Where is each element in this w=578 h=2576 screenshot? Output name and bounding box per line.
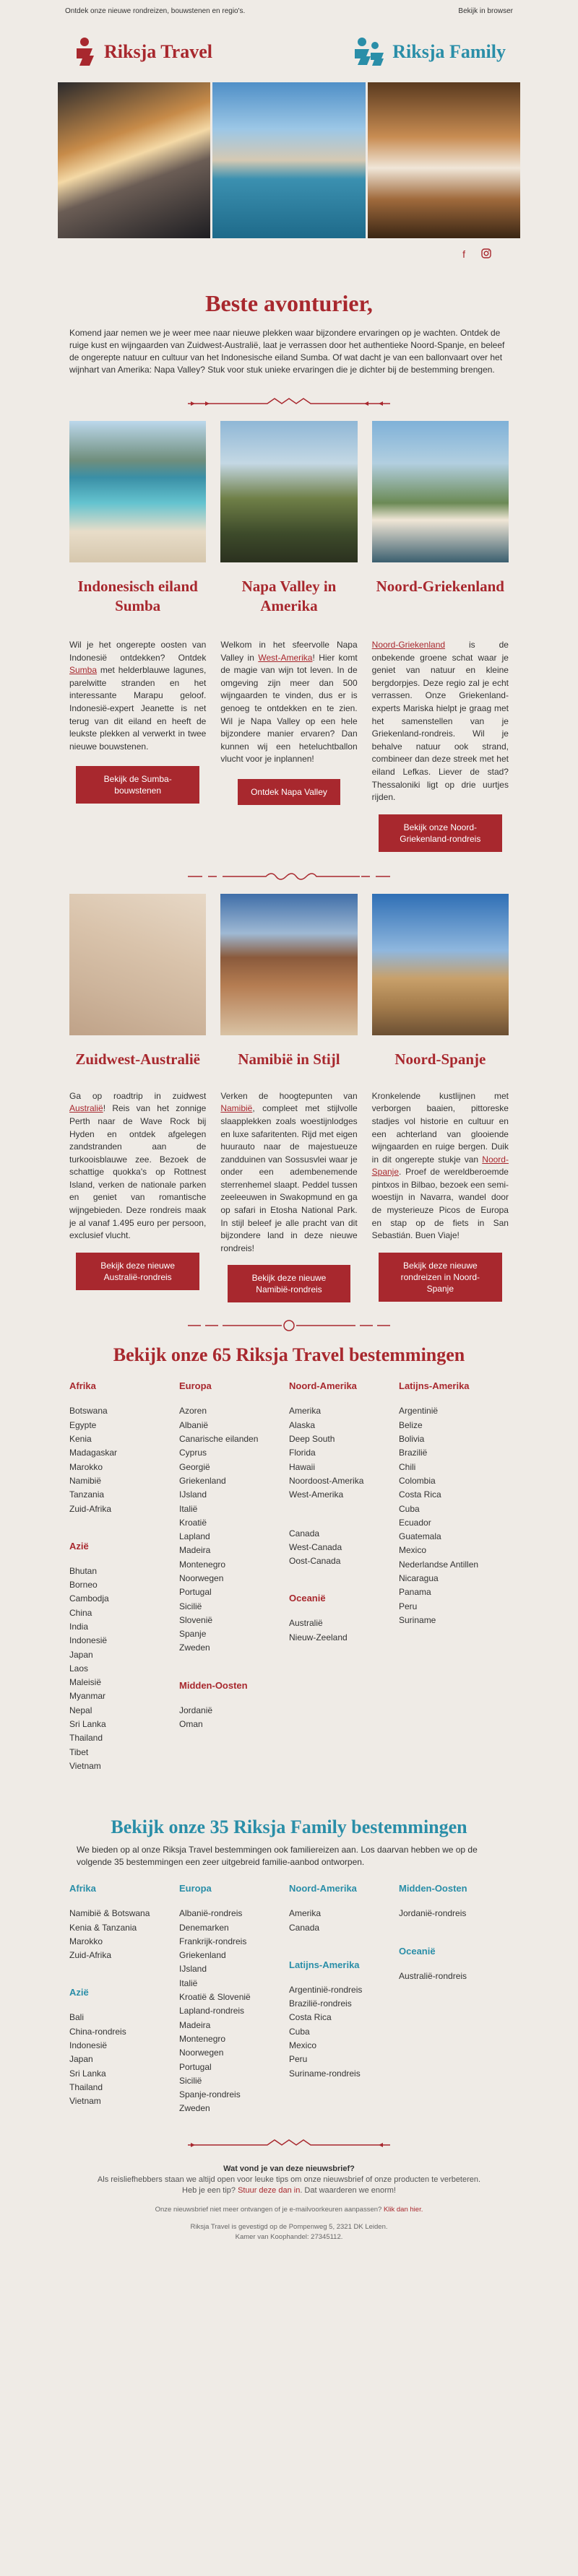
destination-list [399,1907,509,1920]
destination-link[interactable]: Australië-rondreis [399,1970,467,1981]
riksja-family-logo-text: Riksja Family [392,41,506,62]
destination-link[interactable]: Tanzania [69,1489,105,1500]
destination-link[interactable]: Zuid-Afrika [69,1950,112,1961]
destination-column [399,1883,509,2115]
sumba-link[interactable]: Sumba [69,665,98,676]
region-heading[interactable]: Noord-Amerika [289,1380,357,1392]
destination-link[interactable]: Bhutan [69,1565,98,1576]
destination-link[interactable]: Japan [69,1649,93,1660]
region-heading[interactable]: Europa [179,1883,212,1894]
destination-list [179,1704,289,1732]
region-heading[interactable]: Europa [179,1380,212,1392]
destination-link[interactable]: Japan [69,2054,93,2065]
destination-column [399,1380,509,1773]
napa-link[interactable]: West-Amerika [258,652,313,663]
destination-list [289,1404,399,1502]
destination-link[interactable]: Amerika [289,1406,322,1417]
destination-list [289,1983,399,2081]
destination-link[interactable]: IJsland [179,1489,207,1500]
destination-link[interactable]: Marokko [69,1936,103,1946]
riksja-family-logo-icon [353,37,385,67]
intro-text: Komend jaar nemen we je weer mee naar nieuwe plekken waar bijzondere ervaringen op je wachten. Ontdek de ruige kust en wijngaarden van Zuidwest-Australië, laat je verrassen door het authentieke Noord-Spanje, en beleef de ongerepte natuur en cultuur van het Indonesische eiland Sumba. Of wat dacht je van een ballonvaart over het wijnhart van Amerika: Napa Valley? Stuk voor stuk unieke ervaringen die je dichter bij de bestemming brengen. [69,328,505,375]
newsletter [58,0,520,2242]
sumba-text: Wil je het ongerepte oosten van Indonesië ontdekken? Ontdek Sumba met helderblauwe lagunes, parelwitte stranden en het interessante Marapu geloof. Indonesië-expert Jeanette is net terug van dit eiland en heeft de leukste plekken al verwerkt in twee nieuwe bouwstenen. [69,640,207,752]
destination-link[interactable]: Guatemala [399,1531,441,1542]
region-heading[interactable]: Latijns-Amerika [289,1959,360,1970]
region-heading[interactable]: Oceanië [399,1945,436,1957]
destination-link[interactable]: Albanië [179,1419,209,1430]
namibie-button[interactable]: Bekijk deze nieuwe Namibië-rondreis [228,1265,350,1302]
riksja-destinations [58,1380,520,1773]
destination-link[interactable]: Vietnam [69,2096,101,2107]
destination-link[interactable]: Lapland-rondreis [179,2006,245,2016]
destination-link[interactable]: Nederlandse Antillen [399,1559,479,1570]
destination-link[interactable]: Belize [399,1419,423,1430]
destination-column [179,1883,289,2115]
destination-link[interactable]: Italië [179,1977,198,1988]
destination-link[interactable]: Laos [69,1663,89,1674]
destination-link[interactable]: Albanië-rondreis [179,1908,243,1919]
region-heading[interactable]: Azië [69,1540,89,1552]
destination-link[interactable]: Nieuw-Zeeland [289,1632,348,1642]
destination-link[interactable]: Vietnam [69,1760,101,1771]
destination-link[interactable]: Cuba [289,2026,310,2037]
divider-3 [58,1311,520,1340]
family-destinations-subtitle: We bieden op al onze Riksja Travel bestemmingen ook familiereizen aan. Los daarvan hebben we op de volgende 35 bestemmingen een zeer uitgebreid familie-aanbod ontworpen. [77,1845,478,1868]
destination-link[interactable]: Deep South [289,1434,335,1445]
destination-link[interactable]: Zweden [179,1642,210,1653]
destination-link[interactable]: Tibet [69,1746,89,1757]
australie-button[interactable]: Bekijk deze nieuwe Australië-rondreis [76,1253,199,1290]
footer [58,2164,520,2242]
noord-spanje-button[interactable]: Bekijk deze nieuwe rondreizen in Noord-Spanje [379,1253,501,1302]
destination-link[interactable]: Noorwegen [179,2048,224,2058]
destination-link[interactable]: Frankrijk-rondreis [179,1936,247,1946]
destination-list [289,1907,399,1935]
region-heading[interactable]: Azië [69,1987,89,1998]
divider-ornament [188,396,390,411]
divider-ornament [188,2138,390,2152]
facebook-icon[interactable]: f [462,248,465,260]
destination-link[interactable]: Canarische eilanden [179,1434,259,1445]
noord-spanje-text: Kronkelende kustlijnen met verborgen baaien, pittoreske stadjes vol historie en cultuur en een achterland van glooiende wijngaarden en ruige bergen. Duik in dit ongerepte stukje van Noord-Spanje. Proef de wereldberoemde pintxos in Bilbao, bezoek een semi-woestijn in Navarra, wandel door de mysterieuze Picos de Europa en stap op de fiets in San Sebastián. Buen Viaje! [371,1090,509,1241]
region-heading[interactable]: Afrika [69,1883,96,1894]
topbar [58,0,520,22]
destination-link[interactable]: Canada [289,1528,320,1539]
featured-row-1 [58,421,520,852]
destination-link[interactable]: Alaska [289,1419,316,1430]
destination-link[interactable]: Oost-Canada [289,1556,341,1567]
destination-list [289,1527,399,1569]
destination-link[interactable]: Jordanië-rondreis [399,1908,467,1919]
destination-link[interactable]: Slovenië [179,1614,213,1625]
destination-link[interactable]: Montenegro [179,1559,226,1570]
destination-link[interactable]: Namibië [69,1475,102,1486]
destination-link[interactable]: Maleisië [69,1677,102,1688]
destination-link[interactable]: Australië [289,1618,323,1629]
destination-list [69,2011,179,2108]
riksja-travel-logo[interactable] [72,37,212,67]
destination-link[interactable]: Brazilië-rondreis [289,1998,352,2009]
greeting-heading: Beste avonturier, [205,290,373,316]
destination-link[interactable]: Costa Rica [289,2012,332,2023]
featured-row-2 [58,894,520,1303]
family-destinations [58,1883,520,2115]
destination-list [69,1404,179,1515]
destination-link[interactable]: Bali [69,2012,85,2023]
destination-link[interactable]: Zuid-Afrika [69,1503,112,1514]
group-spacer [399,1921,509,1946]
destination-column [179,1380,289,1773]
namibie-link[interactable]: Namibië [220,1103,253,1114]
card-napa [220,421,357,852]
card-noord-griekenland [372,421,509,852]
destination-link[interactable]: Lapland [179,1531,210,1542]
card-zuidwest-australie [69,894,206,1303]
destination-link[interactable]: Noordoost-Amerika [289,1475,364,1486]
destination-link[interactable]: Azoren [179,1406,207,1417]
destination-link[interactable]: IJsland [179,1964,207,1975]
region-heading[interactable]: Noord-Amerika [289,1883,357,1894]
destination-link[interactable]: Egypte [69,1419,97,1430]
noord-griekenland-button[interactable]: Bekijk onze Noord-Griekenland-rondreis [379,814,501,852]
feedback-link[interactable]: Stuur deze dan in [238,2185,301,2195]
destination-link[interactable]: Montenegro [179,2033,226,2044]
destination-link[interactable]: Griekenland [179,1950,226,1961]
destination-link[interactable]: Namibië & Botswana [69,1908,150,1919]
destination-list [179,1907,289,2115]
destination-link[interactable]: West-Canada [289,1541,342,1552]
destination-link[interactable]: Portugal [179,1587,212,1598]
destination-column [289,1380,399,1773]
destination-link[interactable]: Italië [179,1503,198,1514]
destination-link[interactable]: Mexico [289,2040,317,2051]
unsubscribe-link[interactable]: Klik dan hier. [383,2205,423,2214]
family-destinations-title: Bekijk onze 35 Riksja Family bestemmingen [111,1816,467,1838]
destination-link[interactable]: Zweden [179,2103,210,2114]
region-heading[interactable]: Oceanië [289,1593,326,1604]
napa-image [220,421,357,562]
group-spacer [69,1962,179,1987]
destination-column [69,1380,179,1773]
destination-link[interactable]: Argentinië-rondreis [289,1984,363,1995]
destination-link[interactable]: Thailand [69,1733,103,1744]
footer-address: Riksja Travel is gevestigd op de Pompenweg 5, 2321 DK Leiden. [190,2222,388,2231]
group-spacer [179,1655,289,1680]
destination-list [399,1404,509,1627]
destination-link[interactable]: Argentinië [399,1406,439,1417]
destination-column [69,1883,179,2115]
destination-link[interactable]: Georgië [179,1461,210,1472]
card-noord-spanje [372,894,509,1303]
destination-list [179,1404,289,1655]
group-spacer [289,1568,399,1593]
destination-link[interactable]: Thailand [69,2081,103,2092]
footer-feedback-line2: Heb je een tip? Stuur deze dan in. Dat waarderen we enorm! [182,2185,396,2195]
namibie-text: Verken de hoogtepunten van Namibië, compleet met stijlvolle slaapplekken zoals woestijnlodges en luxe safaritenten. Rijd met eigen huurauto naar de majestueuze zandduinen van Sossusvlei waar je onder een adembenemende sterrenhemel slaapt. Peddel tussen zeeleeuwen in Swakopmund en ga op safari in Etosha National Park. In stijl beleef je alle pracht van dit bijzondere land in deze nieuwe rondreis! [220,1090,358,1253]
destination-link[interactable]: India [69,1622,89,1632]
destination-link[interactable]: Madeira [179,2019,211,2030]
destination-link[interactable]: Suriname [399,1614,436,1625]
view-in-browser-link[interactable]: Bekijk in browser [458,6,513,15]
namibie-title: Namibië in Stijl [238,1050,340,1068]
hero-image-safari-tent [368,82,520,238]
destination-link[interactable]: Denemarken [179,1922,229,1933]
sumba-title: Indonesisch eiland Sumba [77,578,198,614]
destination-link[interactable]: Kroatië [179,1517,207,1528]
divider-ornament [188,869,390,884]
divider-1 [58,389,520,418]
destination-link[interactable]: Mexico [399,1545,427,1556]
logo-bar [58,22,520,82]
destination-link[interactable]: Florida [289,1448,316,1458]
destination-link[interactable]: Cyprus [179,1448,207,1458]
hero-image-mountain-sunset [58,82,210,238]
destination-link[interactable]: Sicilië [179,1601,202,1611]
noord-griekenland-link[interactable]: Noord-Griekenland [371,640,446,650]
group-spacer [289,1502,399,1527]
destination-link[interactable]: Sri Lanka [69,1719,106,1730]
destination-link[interactable]: Portugal [179,2061,212,2072]
australie-image [69,894,206,1035]
destination-link[interactable]: Oman [179,1719,203,1730]
destination-link[interactable]: Griekenland [179,1475,226,1486]
destination-list [289,1616,399,1645]
destination-list [399,1970,509,1983]
napa-button[interactable]: Ontdek Napa Valley [238,779,340,805]
footer-question: Wat vond je van deze nieuwsbrief? [223,2164,355,2173]
destination-link[interactable]: China [69,1607,92,1618]
topbar-tagline: Ontdek onze nieuwe rondreizen, bouwstenen en regio's. [65,6,246,15]
australie-title: Zuidwest-Australië [75,1050,200,1068]
group-spacer [289,1935,399,1959]
riksja-family-logo[interactable] [353,37,506,67]
noord-griekenland-text: Noord-Griekenland is de onbekende groene schat waar je geniet van natuur en kleine bergdorpjes. Deze regio zal je echt verrassen. Onze Griekenland-experts Mariska hielpt je graag met het samenstellen van je Griekenland-rondreis. Wil je behalve natuur ook strand, combineer dan deze streek met het eiland Lefkas. Liever de stad? Thessaloniki ligt op drie uurtjes rijden. [371,640,509,803]
destination-link[interactable]: Cambodja [69,1593,109,1604]
destination-link[interactable]: Spanje [179,1629,207,1640]
divider-2 [58,862,520,891]
riksja-travel-logo-text: Riksja Travel [104,41,212,62]
hero-images [58,82,520,238]
australie-link[interactable]: Australië [69,1103,103,1114]
destination-link[interactable]: Nepal [69,1705,92,1715]
region-heading[interactable]: Midden-Oosten [179,1679,248,1691]
footer-unsubscribe: Onze nieuwsbrief niet meer ontvangen of je e-mailvoorkeuren aanpassen? Klik dan hier. [155,2205,423,2214]
destination-list [69,1907,179,1962]
destination-link[interactable]: Madeira [179,1545,211,1556]
footer-kvk: Kamer van Koophandel: 27345112. [235,2232,343,2241]
riksja-travel-logo-icon [72,37,97,67]
destination-column [289,1883,399,2115]
destination-link[interactable]: Kenia & Tanzania [69,1922,137,1933]
destination-link[interactable]: Peru [399,1601,418,1611]
destination-link[interactable]: Colombia [399,1475,436,1486]
destination-link[interactable]: Myanmar [69,1691,106,1702]
sumba-image [69,421,206,562]
destination-link[interactable]: Panama [399,1587,431,1598]
destination-link[interactable]: Kenia [69,1434,92,1445]
group-spacer [69,1516,179,1541]
destination-link[interactable]: Costa Rica [399,1489,441,1500]
destination-link[interactable]: Sri Lanka [69,2068,106,2079]
destination-link[interactable]: Canada [289,1922,320,1933]
region-heading[interactable]: Latijns-Amerika [399,1380,470,1392]
destination-link[interactable]: Peru [289,2054,308,2065]
noord-spanje-title: Noord-Spanje [394,1050,486,1068]
destination-link[interactable]: Brazilië [399,1448,428,1458]
destination-link[interactable]: Madagaskar [69,1448,118,1458]
destination-link[interactable]: West-Amerika [289,1489,344,1500]
destination-link[interactable]: Bolivia [399,1434,425,1445]
divider-4 [58,2131,520,2159]
footer-feedback-line1: Als reisliefhebbers staan we altijd open voor leuke tips om onze nieuwsbrief of onze producten te verbeteren. [97,2175,481,2184]
destination-link[interactable]: Chili [399,1461,416,1472]
hero-image-snorkeling [212,82,365,238]
australie-text: Ga op roadtrip in zuidwest Australië! Reis van het zonnige Perth naar de Wave Rock bij Hyden en ontdek afgelegen zandstranden aan de turkooisblauwe zee. Bezoek de schattige quokka's op Rottnest Island, verken de nationale parken en geniet van romantische wijngebieden. Deze rondreis maak je al vanaf 1.495 euro per persoon, exclusief vlucht. [69,1090,207,1241]
napa-title: Napa Valley in Amerika [241,578,337,614]
destination-link[interactable]: Indonesië [69,1635,108,1646]
destination-link[interactable]: Amerika [289,1908,322,1919]
card-sumba [69,421,206,852]
destination-link[interactable]: Kroatië & Slovenië [179,1992,251,2003]
divider-ornament [188,1318,390,1333]
destination-link[interactable]: Botswana [69,1406,108,1417]
destination-link[interactable]: Noorwegen [179,1573,224,1583]
card-namibie [220,894,357,1303]
sumba-button[interactable]: Bekijk de Sumba-bouwstenen [76,766,199,804]
region-heading[interactable]: Midden-Oosten [399,1883,467,1894]
destination-link[interactable]: Suriname-rondreis [289,2068,361,2079]
destination-link[interactable]: Hawaii [289,1461,316,1472]
destination-link[interactable]: Indonesië [69,2040,108,2051]
destination-link[interactable]: Ecuador [399,1517,431,1528]
destination-link[interactable]: Nicaragua [399,1573,439,1583]
destination-link[interactable]: Marokko [69,1461,103,1472]
noord-spanje-link[interactable]: Noord-Spanje [371,1154,509,1178]
noord-griekenland-image [372,421,509,562]
noord-spanje-image [372,894,509,1035]
instagram-icon[interactable] [481,248,491,258]
destination-link[interactable]: Borneo [69,1580,98,1591]
destination-link[interactable]: Cuba [399,1503,420,1514]
destination-link[interactable]: Spanje-rondreis [179,2089,241,2100]
destination-list [69,1565,179,1773]
napa-text: Welkom in het sfeervolle Napa Valley in West-Amerika! Hier komt de magie van wijn tot leven. In de omgeving zijn meer dan 500 wijngaarden te vinden, dus er is genoeg te ontdekken en te zien. Wil je Napa Valley op een hele bijzondere manier ervaren? Dan kunnen wij een heteluchtballon vlucht voor je inplannen! [220,640,358,765]
riksja-destinations-title: Bekijk onze 65 Riksja Travel bestemmingen [113,1344,465,1366]
destination-link[interactable]: Jordanië [179,1705,213,1715]
namibie-image [220,894,357,1035]
region-heading[interactable]: Afrika [69,1380,96,1392]
destination-link[interactable]: China-rondreis [69,2026,126,2037]
noord-griekenland-title: Noord-Griekenland [376,578,504,595]
destination-link[interactable]: Sicilië [179,2075,202,2086]
social-links [58,238,520,273]
